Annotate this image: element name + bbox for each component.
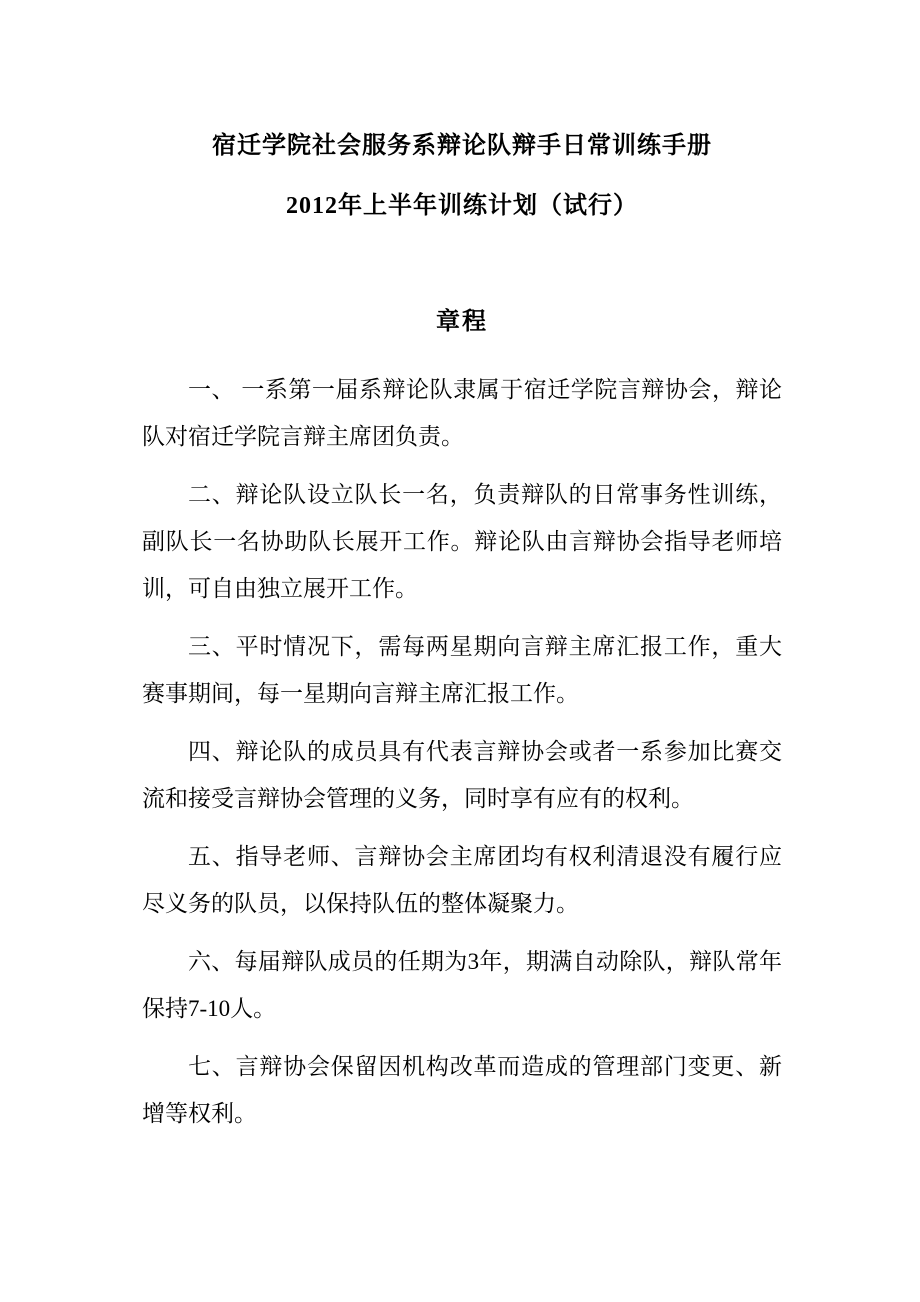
paragraph: 六、每届辩队成员的任期为3年，期满自动除队，辩队常年保持7-10人。: [142, 949, 782, 1021]
section-heading: 章程: [436, 309, 488, 335]
paragraph: 一、 一系第一届系辩论队隶属于宿迁学院言辩协会，辩论队对宿迁学院言辩主席团负责。: [142, 377, 782, 449]
document-subtitle: 2012年上半年训练计划（试行）: [286, 193, 638, 219]
document-title: 宿迁学院社会服务系辩论队辩手日常训练手册: [212, 133, 712, 159]
paragraph: 四、辩论队的成员具有代表言辩协会或者一系参加比赛交流和接受言辩协会管理的义务，同时享有应有的权利。: [142, 739, 782, 811]
paragraph: 七、言辩协会保留因机构改革而造成的管理部门变更、新增等权利。: [142, 1054, 782, 1126]
paragraph: 三、平时情况下，需每两星期向言辩主席汇报工作，重大赛事期间，每一星期向言辩主席汇报工作。: [142, 634, 782, 706]
paragraph: 五、指导老师、言辩协会主席团均有权利清退没有履行应尽义务的队员，以保持队伍的整体凝聚力。: [142, 844, 782, 916]
paragraph: 二、辩论队设立队长一名，负责辩队的日常事务性训练，副队长一名协助队长展开工作。辩论队由言辩协会指导老师培训，可自由独立展开工作。: [142, 482, 782, 601]
